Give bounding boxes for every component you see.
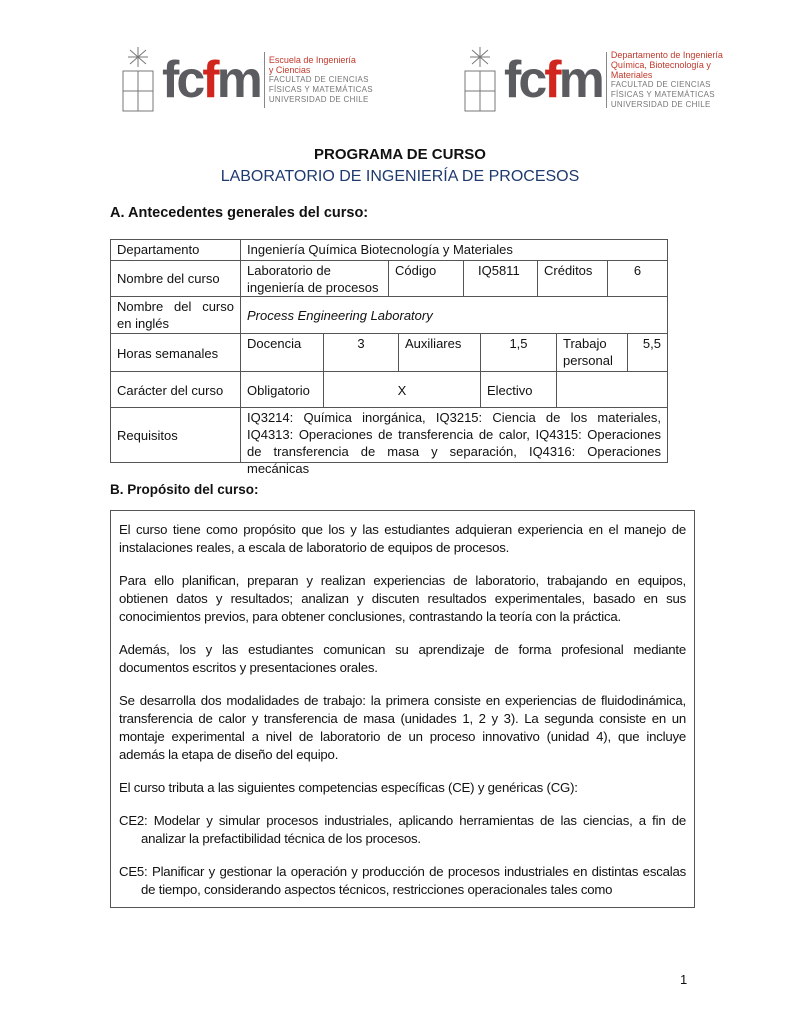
logo-text: FACULTAD DE CIENCIAS <box>610 80 711 89</box>
trabajo-label: Trabajo personal <box>556 333 628 372</box>
section-a-heading: A. Antecedentes generales del curso: <box>110 205 369 221</box>
caracter-label: Carácter del curso <box>110 371 241 408</box>
logo-text: Materiales <box>610 70 653 80</box>
purpose-paragraph: El curso tributa a las siguientes competencias específicas (CE) y genéricas (CG): <box>119 780 578 795</box>
logo-text: Departamento de Ingeniería <box>610 50 723 60</box>
electivo-label: Electivo <box>480 371 557 408</box>
departamento-label: Departamento <box>110 239 241 261</box>
logo-text: UNIVERSIDAD DE CHILE <box>268 95 369 104</box>
docencia-value: 3 <box>323 333 399 372</box>
docencia-label: Docencia <box>240 333 324 372</box>
course-title: LABORATORIO DE INGENIERÍA DE PROCESOS <box>220 168 580 185</box>
creditos-value: 6 <box>607 260 668 297</box>
purpose-box <box>110 510 695 908</box>
requisitos-label: Requisitos <box>110 407 241 463</box>
fcfm-wordmark: fcfm <box>162 51 260 109</box>
university-crest-icon <box>462 45 498 115</box>
section-b-heading: B. Propósito del curso: <box>110 482 259 497</box>
page-number: 1 <box>680 972 688 987</box>
logo-text: FÍSICAS Y MATEMÁTICAS <box>610 90 715 99</box>
logo-text: Escuela de Ingeniería <box>268 55 356 65</box>
logo-departamento <box>462 45 723 115</box>
auxiliares-label: Auxiliares <box>398 333 481 372</box>
codigo-value: IQ5811 <box>463 260 538 297</box>
university-crest-icon <box>120 45 156 115</box>
page-title: PROGRAMA DE CURSO <box>314 146 486 163</box>
obligatorio-mark: X <box>323 371 481 408</box>
requisitos-value: IQ3214: Química inorgánica, IQ3215: Ciencia de los materiales, IQ4313: Operaciones de transferencia de calor, IQ4315: Operaciones de transferencia de masa y separación, IQ4316: Operaciones mecánicas <box>240 407 668 463</box>
ingles-label: Nombre del curso en inglés <box>110 296 241 334</box>
horas-label: Horas semanales <box>110 333 241 372</box>
purpose-paragraph: Además, los y las estudiantes comunican su aprendizaje de forma profesional mediante documentos escritos y presentaciones orales. <box>119 642 686 675</box>
auxiliares-value: 1,5 <box>480 333 557 372</box>
electivo-mark <box>556 371 668 408</box>
nombre-label: Nombre del curso <box>110 260 241 297</box>
logo-text: y Ciencias <box>268 65 311 75</box>
purpose-paragraph: Para ello planifican, preparan y realizan experiencias de laboratorio, trabajando en equipos, obtienen datos y resultados; analizan y discuten resultados experimentales, basado en sus conocimientos previos, para obtener conclusiones, contrastando la teoría con la práctica. <box>119 573 686 624</box>
logo-text: Química, Biotecnología y <box>610 60 711 70</box>
fcfm-wordmark: fcfm <box>504 51 602 109</box>
creditos-label: Créditos <box>537 260 608 297</box>
purpose-paragraph: El curso tiene como propósito que los y las estudiantes adquieran experiencia en el manejo de instalaciones reales, a escala de laboratorio de equipos de procesos. <box>119 522 686 555</box>
nombre-value: Laboratorio de ingeniería de procesos <box>240 260 389 297</box>
competency-ce5: CE5: Planificar y gestionar la operación y producción de procesos industriales en distintas escalas de tiempo, considerando aspectos técnicos, restricciones operacionales tales como <box>119 864 686 897</box>
codigo-label: Código <box>388 260 464 297</box>
ingles-value: Process Engineering Laboratory <box>240 296 668 334</box>
competency-ce2: CE2: Modelar y simular procesos industriales, aplicando herramientas de las ciencias, a fin de analizar la prefactibilidad técnica de los procesos. <box>119 813 686 846</box>
logo-escuela <box>120 45 373 115</box>
departamento-value: Ingeniería Química Biotecnología y Materiales <box>240 239 668 261</box>
logo-text: UNIVERSIDAD DE CHILE <box>610 100 711 109</box>
logo-text: FÍSICAS Y MATEMÁTICAS <box>268 85 373 94</box>
logo-text: FACULTAD DE CIENCIAS <box>268 75 369 84</box>
purpose-paragraph: Se desarrolla dos modalidades de trabajo: la primera consiste en experiencias de fluidodinámica, transferencia de calor y transferencia de masa (unidades 1, 2 y 3). La segunda consiste en un montaje experimental a nivel de laboratorio de un proceso innovativo (unidad 4), que incluye además la etapa de diseño del equipo. <box>119 693 686 762</box>
trabajo-value: 5,5 <box>627 333 668 372</box>
obligatorio-label: Obligatorio <box>240 371 324 408</box>
